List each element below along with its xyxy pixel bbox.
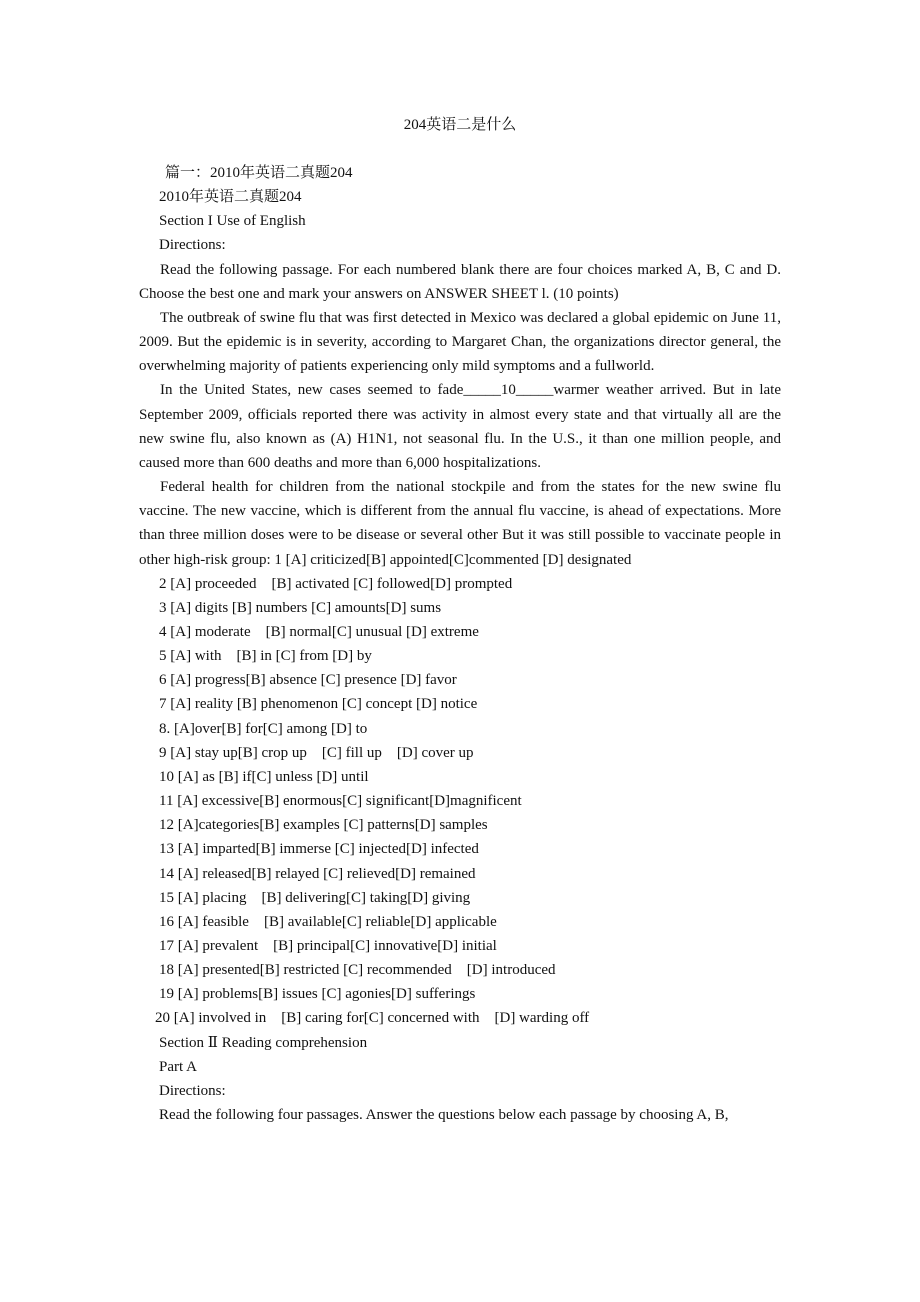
option-line: 16 [A] feasible [B] available[C] reliable[D] applicable <box>159 913 497 930</box>
option-line: 4 [A] moderate [B] normal[C] unusual [D] extreme <box>159 623 479 640</box>
directions-label-2: Directions: <box>159 1082 226 1099</box>
option-line: 10 [A] as [B] if[C] unless [D] until <box>159 768 369 785</box>
passage-paragraph-1: The outbreak of swine flu that was first detected in Mexico was declared a global epidemic on June 11, 2009. But the epidemic is in severity, according to Margaret Chan, the organizations director general, the overwhelming majority of patients experiencing only mild symptoms and a fullworld. <box>139 309 781 375</box>
option-line: 12 [A]categories[B] examples [C] patterns[D] samples <box>159 817 488 834</box>
section-1-heading: Section I Use of English <box>159 213 306 230</box>
option-line: 15 [A] placing [B] delivering[C] taking[D] giving <box>159 889 471 906</box>
heading-1: 篇一：2010年英语二真题204 <box>165 165 353 181</box>
option-line: 11 [A] excessive[B] enormous[C] significant[D]magnificent <box>159 793 522 810</box>
option-line: 6 [A] progress[B] absence [C] presence [D] favor <box>159 672 457 689</box>
directions-label: Directions: <box>159 237 226 254</box>
passage-paragraph-3: Federal health for children from the national stockpile and from the states for the new swine flu vaccine. The new vaccine, which is different from the annual flu vaccine, is ahead of expectations. More than three million doses were to be disease or several other But it was still possible to vaccinate people in other high-risk group: 1 [A] criticized[B] appointed[C]commented [D] designated <box>139 479 781 568</box>
option-line: 9 [A] stay up[B] crop up [C] fill up [D] cover up <box>159 744 474 761</box>
option-line: 7 [A] reality [B] phenomenon [C] concept [D] notice <box>159 696 478 713</box>
option-line: 18 [A] presented[B] restricted [C] recommended [D] introduced <box>159 962 556 979</box>
option-line: 19 [A] problems[B] issues [C] agonies[D] sufferings <box>159 986 476 1003</box>
part-heading: Part A <box>159 1058 197 1075</box>
document-body <box>139 161 781 1127</box>
section-2-heading: Section Ⅱ Reading comprehension <box>159 1034 368 1051</box>
heading-2: 2010年英语二真题204 <box>159 189 302 206</box>
option-line: 5 [A] with [B] in [C] from [D] by <box>159 648 372 665</box>
page-title: 204英语二是什么 <box>403 117 517 133</box>
option-line: 13 [A] imparted[B] immerse [C] injected[D] infected <box>159 841 479 858</box>
option-line: 17 [A] prevalent [B] principal[C] innovative[D] initial <box>159 938 497 954</box>
instructions-paragraph-2: Read the following four passages. Answer the questions below each passage by choosing A, B, <box>159 1107 729 1124</box>
instructions-paragraph: Read the following passage. For each numbered blank there are four choices marked A, B, C and D. Choose the best one and mark your answers on ANSWER SHEET l. (10 points) <box>139 261 781 302</box>
option-line: 2 [A] proceeded [B] activated [C] followed[D] prompted <box>159 575 513 592</box>
option-line: 3 [A] digits [B] numbers [C] amounts[D] sums <box>159 599 442 616</box>
options-list <box>139 572 781 1031</box>
passage-paragraph-2: In the United States, new cases seemed to fade_____10_____warmer weather arrived. But in late September 2009, officials reported there was activity in almost every state and that virtually all are the new swine flu, also known as (A) H1N1, not seasonal flu. In the U.S., it than one million people, and caused more than 600 deaths and more than 6,000 hospitalizations. <box>139 382 781 471</box>
option-line-20: 20 [A] involved in [B] caring for[C] concerned with [D] warding off <box>155 1010 590 1027</box>
option-line: 14 [A] released[B] relayed [C] relieved[D] remained <box>159 865 476 882</box>
option-line: 8. [A]over[B] for[C] among [D] to <box>159 720 368 737</box>
